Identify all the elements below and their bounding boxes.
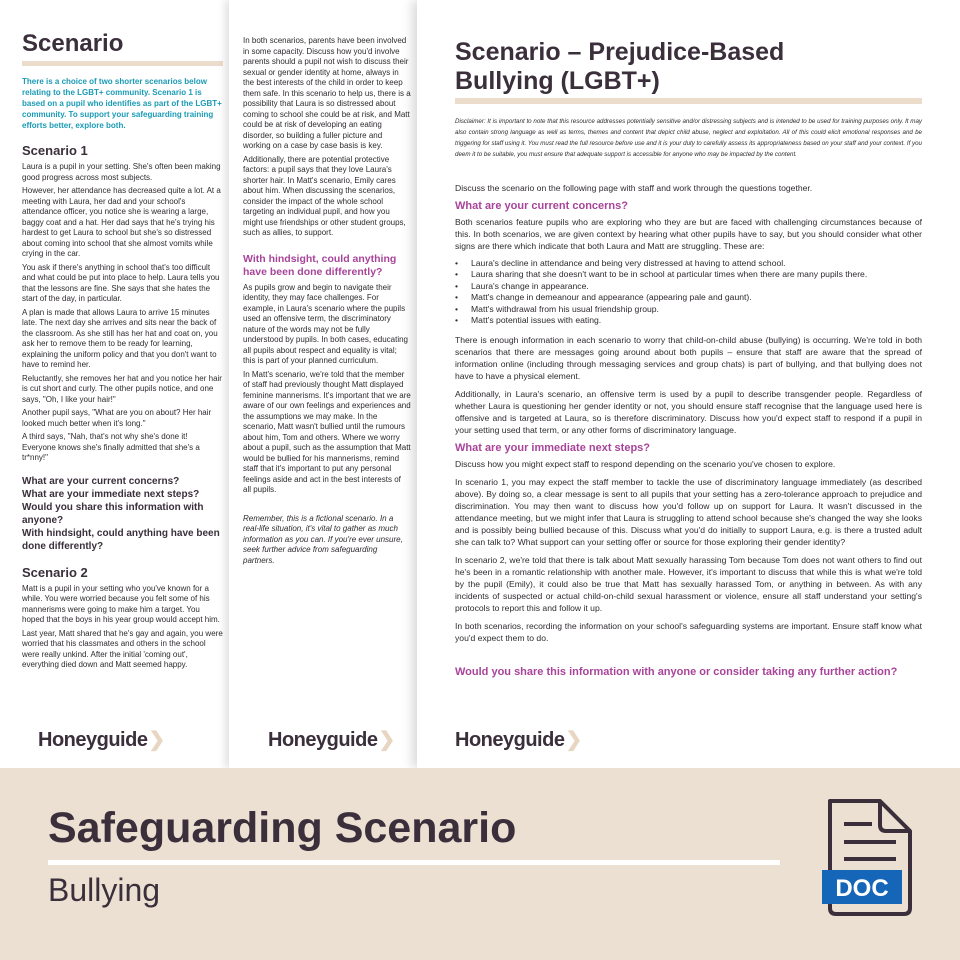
lead-text: Discuss the scenario on the following page with staff and work through the questions together. (455, 183, 813, 193)
question-heading: With hindsight, could anything have been done differently? (22, 527, 220, 552)
paragraph: In Matt's scenario, we're told that the member of staff had previously thought Matt displayed feminine mannerisms. It's important that we are aware of our own feelings and experiences and the assumptions we may make. In the scenario, Matt wasn't bullied until the rumours about him, Tom and others. Where we worry about a pupil, such as the assumption that Matt would be bullied for his mannerisms, remind staff that it's important to put any personal feelings aside and act in the best interests of all pupils. (243, 369, 411, 494)
list-item: • Laura's decline in attendance and being very distressed at having to attend school. (455, 258, 922, 269)
honeyguide-logo: Honeyguide❯ (455, 729, 582, 751)
closing-note: Remember, this is a fictional scenario. In a real-life situation, it's vital to gather as much information as you can. If you're ever unsure, seek further advice from safeguarding partners. (243, 513, 403, 565)
list-item: • Matt's change in demeanour and appearance (appearing pale and gaunt). (455, 292, 922, 303)
banner-subtitle: Bullying (48, 872, 161, 908)
paragraph: Additionally, there are potential protective factors: a pupil says that they love Laura's shorter hair. In Matt's scenario, Emily cares about him. When discussing the scenarios, consider the impact of the whole school targeting an individual pupil, and how you might use friendships or other student groups, such as allies, to support. (243, 154, 406, 237)
concerns-heading: What are your current concerns? (455, 200, 628, 212)
paragraph: Last year, Matt shared that he's gay and again, you were worried that his classmates and others in the school were really unkind. After the initial 'coming out', everything died down and Matt seemed happy. (22, 628, 223, 669)
paragraph: However, her attendance has decreased quite a lot. At a meeting with Laura, her dad and your school's attendance officer, you notice she is wearing a large, baggy coat and a hat. Her dad says that he's trying his hardest to get Laura to school but she's so distressed about coming into school that she almost vomits while crying in the car. (22, 186, 221, 258)
honeyguide-logo: Honeyguide❯ (38, 729, 165, 751)
title-underline (22, 61, 223, 66)
paragraph: A third says, "Nah, that's not why she's done it! Everyone knows she's finally admitted that she's a tr*nny!" (22, 432, 200, 462)
paragraph: In both scenarios, parents have been involved in some capacity. Discuss how you'd involve parents should a pupil not wish to discuss their sexual or gender identity at home, always in the best interests of the child in order to keep them safe. In this scenario to help us, there is a possibility that Laura is so distressed about coming to school she could be at risk, and Matt could be at risk of developing an eating disorder, so building a fuller picture and working on a case by case basis is key. (243, 36, 411, 150)
paragraph: Discuss how you might expect staff to respond depending on the scenario you've chosen to explore. (455, 459, 836, 470)
concerns-list (455, 258, 922, 326)
banner-title: Safeguarding Scenario (48, 804, 517, 852)
paragraph: In both scenarios, recording the information on your school's safeguarding systems are important. Ensure staff know what you'd expect them to do. (455, 621, 922, 644)
page-title: Scenario (22, 30, 124, 57)
paragraph: Additionally, in Laura's scenario, an offensive term is used by a pupil to describe transgender people. Regardless of whether Laura is questioning her gender identity or not, you should ensure staff recognise that the language used here is offensive and is targeted at Laura, so is therefore discriminatory. Discuss how you'd expect staff to respond if a pupil in your setting used that term, or any other forms of discriminatory language. (455, 389, 922, 436)
list-item: • Laura's change in appearance. (455, 281, 922, 292)
paragraph: Matt is a pupil in your setting who you've known for a while. You were worried because you felt some of his mannerisms were going to make him a target. You hoped that the boys in his year group would accept him. (22, 583, 220, 624)
honeyguide-logo: Honeyguide❯ (268, 729, 395, 751)
paragraph: As pupils grow and begin to navigate their identity, they may face challenges. For example, in Laura's scenario where the pupils used an offensive term, the discriminatory nature of the words may not be fully understood by pupils. In both cases, educating all pupils about respect and equality is vital; this is part of your planned curriculum. (243, 282, 408, 365)
intro-text: There is a choice of two shorter scenarios below relating to the LGBT+ community. Scenario 1 is based on a pupil who identifies as part of the LGBT+ community. To support your safeguarding training efforts better, explore both. (22, 77, 222, 130)
paragraph: A plan is made that allows Laura to arrive 15 minutes late. The next day she arrives and sits near the back of the classroom. As she still has her hat and coat on, you ask her to remove them to be ready for learning, explaining the uniform policy and that you don't want to have to remind her. (22, 307, 218, 369)
title-underline (455, 98, 922, 104)
hindsight-heading: With hindsight, could anything have been done differently? (243, 252, 397, 278)
next-steps-heading: What are your immediate next steps? (455, 442, 650, 455)
question-heading: What are your current concerns? (22, 475, 180, 487)
question-heading: Would you share this information with anyone? (22, 501, 204, 526)
list-item: • Matt's potential issues with eating. (455, 315, 922, 326)
question-heading: What are your immediate next steps? (22, 488, 200, 500)
paragraph: Reluctantly, she removes her hat and you notice her hair is cut short and curly. The other pupils notice, and one says, "Oh, I like your hair!" (22, 373, 222, 404)
doc-file-icon (822, 798, 914, 918)
document-page-guidance (417, 0, 960, 768)
list-item: • Matt's withdrawal from his usual friendship group. (455, 304, 922, 315)
share-heading: Would you share this information with anyone or consider taking any further action? (455, 666, 898, 679)
document-page-scenarios (0, 0, 240, 768)
product-banner (0, 768, 960, 960)
paragraph: In scenario 2, we're told that there is talk about Matt sexually harassing Tom because Tom does not want others to find out he's been in a romantic relationship with another male. However, it's important to discuss that while this is what we're told by the pupil (Emily), it could also be true that Matt has sexually harassed Tom, or anything in between. As with any incidents of suspected or actual child-on-child sexual harassment or violence, ensure all staff understand your setting's protocols to report this and follow it up. (455, 555, 922, 614)
paragraph: You ask if there's anything in school that's too difficult and what could be put into place to help. Laura tells you that the lessons are fine. She says that she hates the start of the day, in particular. (22, 262, 220, 303)
paragraph: There is enough information in each scenario to worry that child-on-child abuse (bullying) is occurring. We're told in both scenarios that there are messages going around about both pupils – ensure that staff are aware that the spread of information online (including through messaging services and group chats) is part of bullying, and that bullying does not have to have a physical element. (455, 335, 922, 382)
paragraph: Another pupil says, "What are you on about? Her hair looked much better when it's long." (22, 408, 212, 428)
list-item: • Laura sharing that she doesn't want to be in school at particular times when there are many pupils there. (455, 269, 922, 280)
paragraph: Both scenarios feature pupils who are exploring who they are but are faced with challenging circumstances because of this. In both scenarios, we are given context by hearing what other pupils have to say, but you should consider what other signs are there which indicate that both Laura and Matt are struggling. These are: (455, 217, 922, 251)
scenario-2-heading: Scenario 2 (22, 564, 88, 580)
paragraph: Laura is a pupil in your setting. She's often been making good progress across most subjects. (22, 162, 221, 182)
document-page-discussion (229, 0, 421, 768)
doc-label: DOC (835, 875, 889, 902)
scenario-1-heading: Scenario 1 (22, 143, 88, 158)
paragraph: In scenario 1, you may expect the staff member to tackle the use of discriminatory language immediately (as described above). By doing so, a clear message is sent to all pupils that your setting has a zero-tolerance approach to prejudice and discrimination. You may then want to discuss how you'd follow up on support for Laura. It wasn't discussed in the attendance meeting, but we might infer that Laura is struggling to attend school because she's changed the way she looks and is possibly being bullied because of this. Discuss what you'd do initially to support Laura, e.g. is there a trusted adult she can talk to? What support can your setting offer or source for those exploring their gender identity? (455, 477, 922, 548)
page-title: Scenario – Prejudice-Based Bullying (LGBT+) (455, 38, 785, 95)
banner-divider (48, 860, 780, 865)
disclaimer: Disclaimer: It is important to note that this resource addresses potentially sensitive and/or distressing subjects and is intended to be used for training purposes only. It may also contain strong language as well as terms, themes and content that depict child abuse, neglect and exploitation. All of this could elicit emotional responses and be triggering for staff using it. You must read the full resource before use and it is your duty to carefully assess its appropriateness based on your staff and your context. If you deem it to be suitable, you must ensure that adequate support is accessible for anyone who may be impacted by the content. (455, 118, 922, 158)
